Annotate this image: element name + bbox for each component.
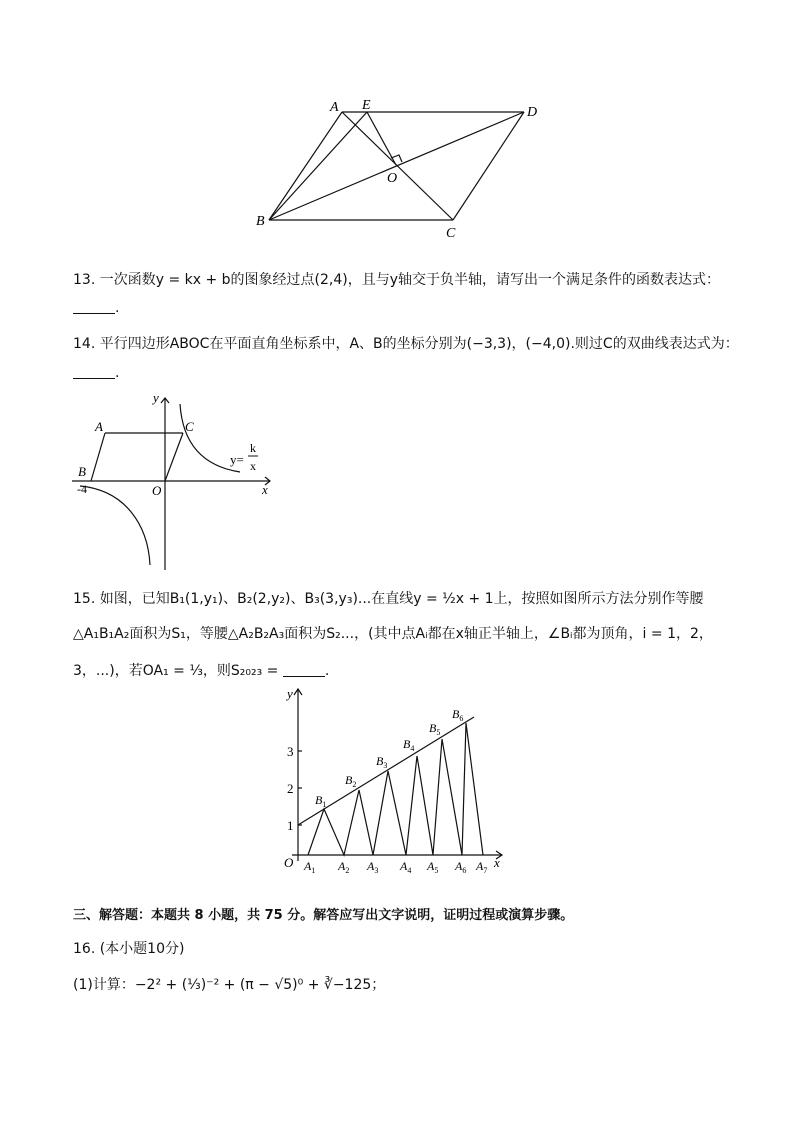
label-B2: $B_2$: [345, 773, 357, 789]
question-14: [73, 334, 739, 354]
question-15-line2: [73, 624, 713, 644]
label-B: B: [256, 214, 265, 229]
q16-part1: (1)计算：−2² + (⅓)⁻² + (π − √5)⁰ + ∛−125；: [73, 977, 386, 993]
origin-label: O: [284, 855, 294, 870]
equation-k: k: [250, 441, 256, 455]
label-A3: $A_3$: [367, 859, 379, 875]
label-B: B: [78, 464, 86, 479]
question-16-title: [73, 939, 184, 959]
triangles-figure: [280, 685, 510, 880]
ytick-1: 1: [287, 818, 294, 833]
label-B6: $B_6$: [452, 707, 464, 723]
question-13: [73, 270, 720, 290]
question-15-line3: [73, 661, 329, 681]
label-C: C: [446, 226, 456, 241]
label-A4: $A_4$: [400, 859, 412, 875]
label-A: A: [95, 419, 103, 434]
question-16-part1: [73, 975, 385, 995]
axis-y-label: y: [287, 686, 293, 701]
label-A: A: [330, 100, 339, 115]
label-B1: $B_1$: [315, 793, 327, 809]
ytick-3: 3: [287, 744, 294, 759]
label-O: O: [387, 171, 398, 186]
q13-tail: .: [115, 300, 120, 316]
q14-answer-line: [73, 363, 119, 383]
label-O: O: [152, 483, 162, 498]
parallelogram-figure: [250, 96, 550, 246]
label-A2: $A_2$: [338, 859, 350, 875]
label-C: C: [185, 419, 194, 434]
q15-line1: 15. 如图，已知B₁(1,y₁)、B₂(2,y₂)、B₃(3,y₃)...在直线y = ½x + 1上，按照如图所示方法分别作等腰: [73, 591, 704, 607]
label-minus-4: -4: [77, 482, 87, 496]
q14-blank: [73, 364, 115, 379]
equation-lhs: y=: [230, 452, 244, 467]
equation-x: x: [250, 459, 256, 473]
q15-line3-pre: 3，...)，若OA₁ = ⅓，则S₂₀₂₃ =: [73, 663, 279, 679]
question-15-line1: [73, 589, 704, 609]
section-3-heading: [73, 906, 573, 926]
axis-x-label: x: [494, 855, 500, 870]
q15-blank: [283, 662, 325, 677]
q13-answer-line: [73, 298, 119, 318]
hyperbola-figure: [70, 390, 280, 575]
axis-y-label: y: [153, 390, 159, 405]
label-A1: $A_1$: [304, 859, 316, 875]
label-B3: $B_3$: [376, 754, 388, 770]
label-A5: $A_5$: [427, 859, 439, 875]
q15-line2: △A₁B₁A₂面积为S₁，等腰△A₂B₂A₃面积为S₂...，(其中点Aᵢ都在x轴正半轴上，∠Bᵢ都为顶角，i = 1，2，: [73, 626, 713, 642]
label-B4: $B_4$: [403, 737, 415, 753]
q13-blank: [73, 299, 115, 314]
label-B5: $B_5$: [429, 721, 441, 737]
q16-title: 16. (本小题10分): [73, 941, 185, 957]
q13-text: 13. 一次函数y = kx + b的图象经过点(2,4)，且与y轴交于负半轴，请写出一个满足条件的函数表达式：: [73, 272, 721, 288]
label-A7: $A_7$: [476, 859, 488, 875]
q15-line3-post: .: [324, 663, 330, 679]
label-E: E: [362, 98, 371, 113]
section-3-text: 三、解答题：本题共 8 小题，共 75 分。解答应写出文字说明，证明过程或演算步骤。: [73, 908, 574, 923]
label-D: D: [527, 105, 538, 120]
axis-x-label: x: [262, 482, 268, 497]
q14-text: 14. 平行四边形ABOC在平面直角坐标系中，A、B的坐标分别为(−3,3)，(−4,0).则过C的双曲线表达式为：: [73, 336, 739, 352]
q14-tail: .: [115, 365, 120, 381]
ytick-2: 2: [287, 781, 294, 796]
label-A6: $A_6$: [455, 859, 467, 875]
